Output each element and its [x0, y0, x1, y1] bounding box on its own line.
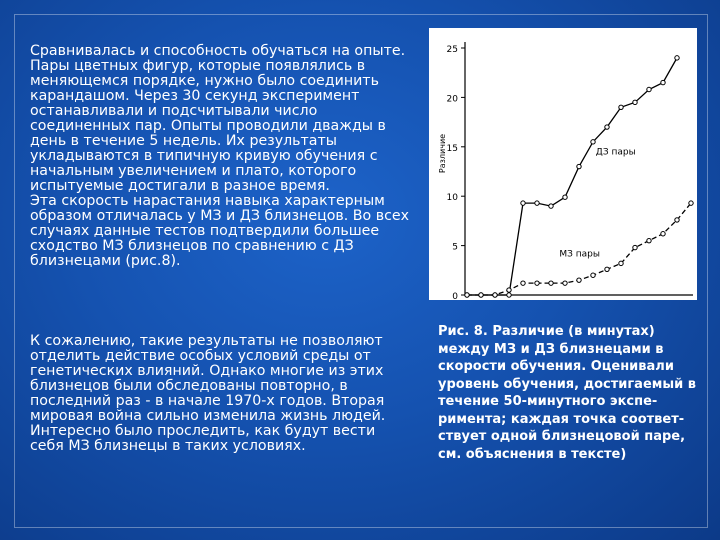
data-point-dz: [549, 204, 553, 208]
data-point-dz: [563, 195, 567, 199]
caption-line: уровень обучения, достигаемый в: [438, 376, 697, 392]
caption-line: ствует одной близнецовой паре,: [438, 429, 686, 444]
figure-8-chart: [429, 28, 697, 300]
data-point-dz: [577, 164, 581, 168]
data-point-dz: [633, 100, 637, 104]
y-tick-label: 25: [446, 45, 458, 55]
caption-line: между МЗ и ДЗ близнецами в: [438, 341, 664, 357]
paragraph-learning-test: Сравнивалась и способность обучаться на опыте. Пары цветных фигур, которые появлялись в меняющемся порядке, нужно было соединить карандашом. Через 30 секунд эксперимент останавливали и подсчитывали число соединенных пар. Опыты проводили дважды в день в течение 5 недель. Их результаты укладываются в типичную кривую обучения с начальным увеличением и плато, которого испытуемые достигали в разное время.: [30, 43, 406, 194]
caption-line: течение 50-минутного экспе-: [438, 394, 658, 409]
y-tick-label: 5: [452, 242, 458, 253]
data-point-dz: [619, 105, 623, 109]
data-point-mz: [605, 267, 609, 271]
data-point-dz: [591, 140, 595, 144]
data-point-mz: [689, 201, 693, 205]
data-point-mz: [507, 288, 511, 292]
figure-caption: [438, 323, 708, 463]
annotation-dz-pairs: ДЗ пары: [595, 147, 636, 158]
data-point-mz: [661, 232, 665, 236]
data-point-dz: [507, 293, 511, 297]
text-column-top: [30, 44, 410, 269]
data-point-mz: [493, 293, 497, 297]
data-point-mz: [633, 245, 637, 249]
data-point-dz: [661, 80, 665, 84]
annotation-mz-pairs: МЗ пары: [559, 249, 601, 260]
caption-line: скорости обучения. Оценивали: [438, 359, 674, 374]
data-point-mz: [479, 293, 483, 297]
learning-curve-chart: [429, 28, 697, 300]
paragraph-war-effects: К сожалению, такие результаты не позволяют отделить действие особых условий среды от генетических влияний. Однако многие из этих близнецов были обследованы повторно, в последний раз - в начале 1970-х годов. Вторая мировая война сильно изменила жизнь людей. Интересно было проследить, как будут вести себя МЗ близнецы в таких условиях.: [30, 333, 386, 454]
caption-line: римента; каждая точка соответ-: [438, 411, 685, 427]
data-point-mz: [675, 218, 679, 222]
data-point-mz: [549, 281, 553, 285]
caption-line: Рис. 8. Различие (в минутах): [438, 324, 655, 339]
data-point-mz: [563, 281, 567, 285]
y-axis-label: Различие: [438, 133, 447, 174]
data-point-dz: [605, 125, 609, 129]
data-point-dz: [647, 87, 651, 91]
data-point-mz: [465, 293, 469, 297]
data-point-dz: [521, 201, 525, 205]
paragraph-skill-rate: Эта скорость нарастания навыка характерным образом отличалась у МЗ и ДЗ близнецов. Во всех случаях данные тестов подтвердили большее сходство МЗ близнецов по сравнению с ДЗ близнецами (рис.8).: [30, 193, 409, 269]
data-point-mz: [591, 273, 595, 277]
data-point-mz: [619, 261, 623, 265]
data-point-dz: [535, 201, 539, 205]
data-point-mz: [577, 278, 581, 282]
y-tick-label: 10: [446, 193, 458, 204]
data-point-dz: [675, 56, 679, 60]
data-point-mz: [647, 238, 651, 242]
y-tick-label: 0: [452, 292, 458, 300]
y-tick-label: 20: [446, 94, 458, 105]
caption-line: см. объяснения в тексте): [438, 446, 627, 462]
y-tick-label: 15: [446, 143, 458, 154]
data-point-mz: [521, 281, 525, 285]
text-column-bottom: [30, 334, 410, 454]
data-point-mz: [535, 281, 539, 285]
